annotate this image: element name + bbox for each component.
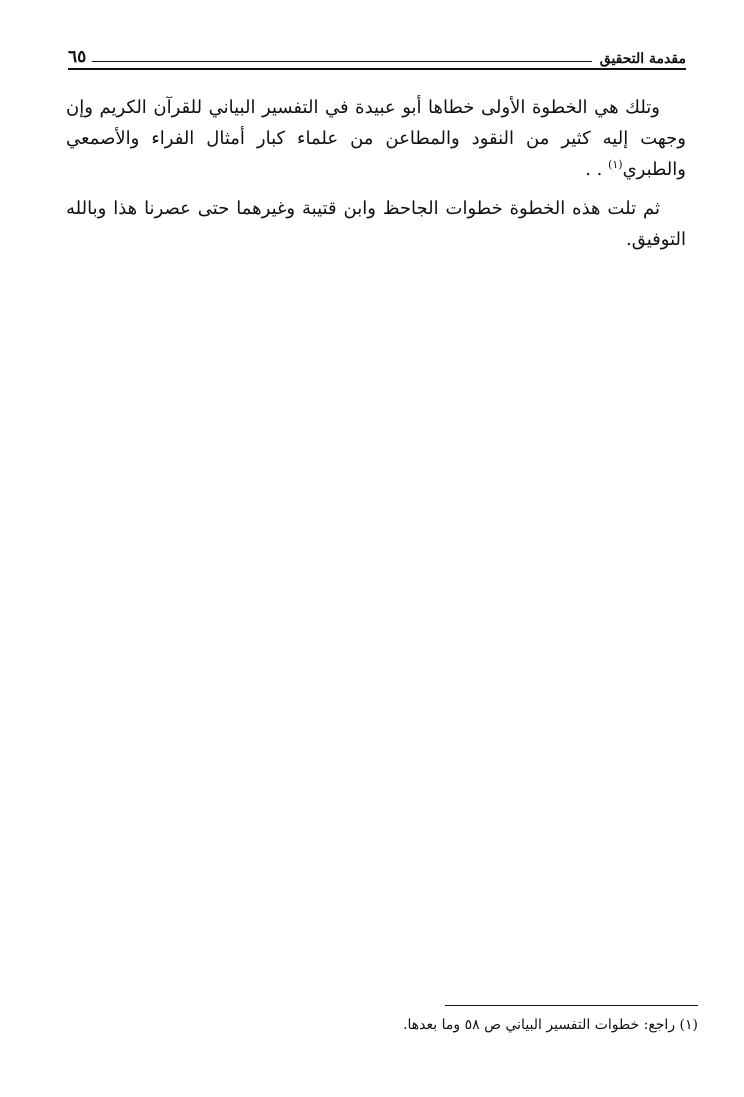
paragraph [66,92,686,185]
running-title: مقدمة التحقيق [599,51,686,67]
footnote-reference[interactable]: (١) [608,158,623,171]
footnote-separator [445,1005,698,1006]
running-header [68,38,686,66]
paragraph-text: وتلك هي الخطوة الأولى خطاها أبو عبيدة في التفسير البياني للقرآن الكريم وإن وجهت إليه كثير من النقود والمطاعن من علماء كبار أمثال الفراء والأصمعي والطبري [66,97,686,180]
paragraph-tail: . . [585,159,609,180]
header-rule [68,68,686,70]
footnote: (١) راجع: خطوات التفسير البياني ص ٥٨ وما بعدها. [403,1017,698,1033]
paragraph-text: ثم تلت هذه الخطوة خطوات الجاحظ وابن قتيبة وغيرهما حتى عصرنا هذا وبالله التوفيق. [66,198,686,250]
page-number: ٦٥ [68,47,87,67]
paragraph [66,193,686,255]
header-leader-line [92,61,592,62]
main-text [66,92,686,263]
